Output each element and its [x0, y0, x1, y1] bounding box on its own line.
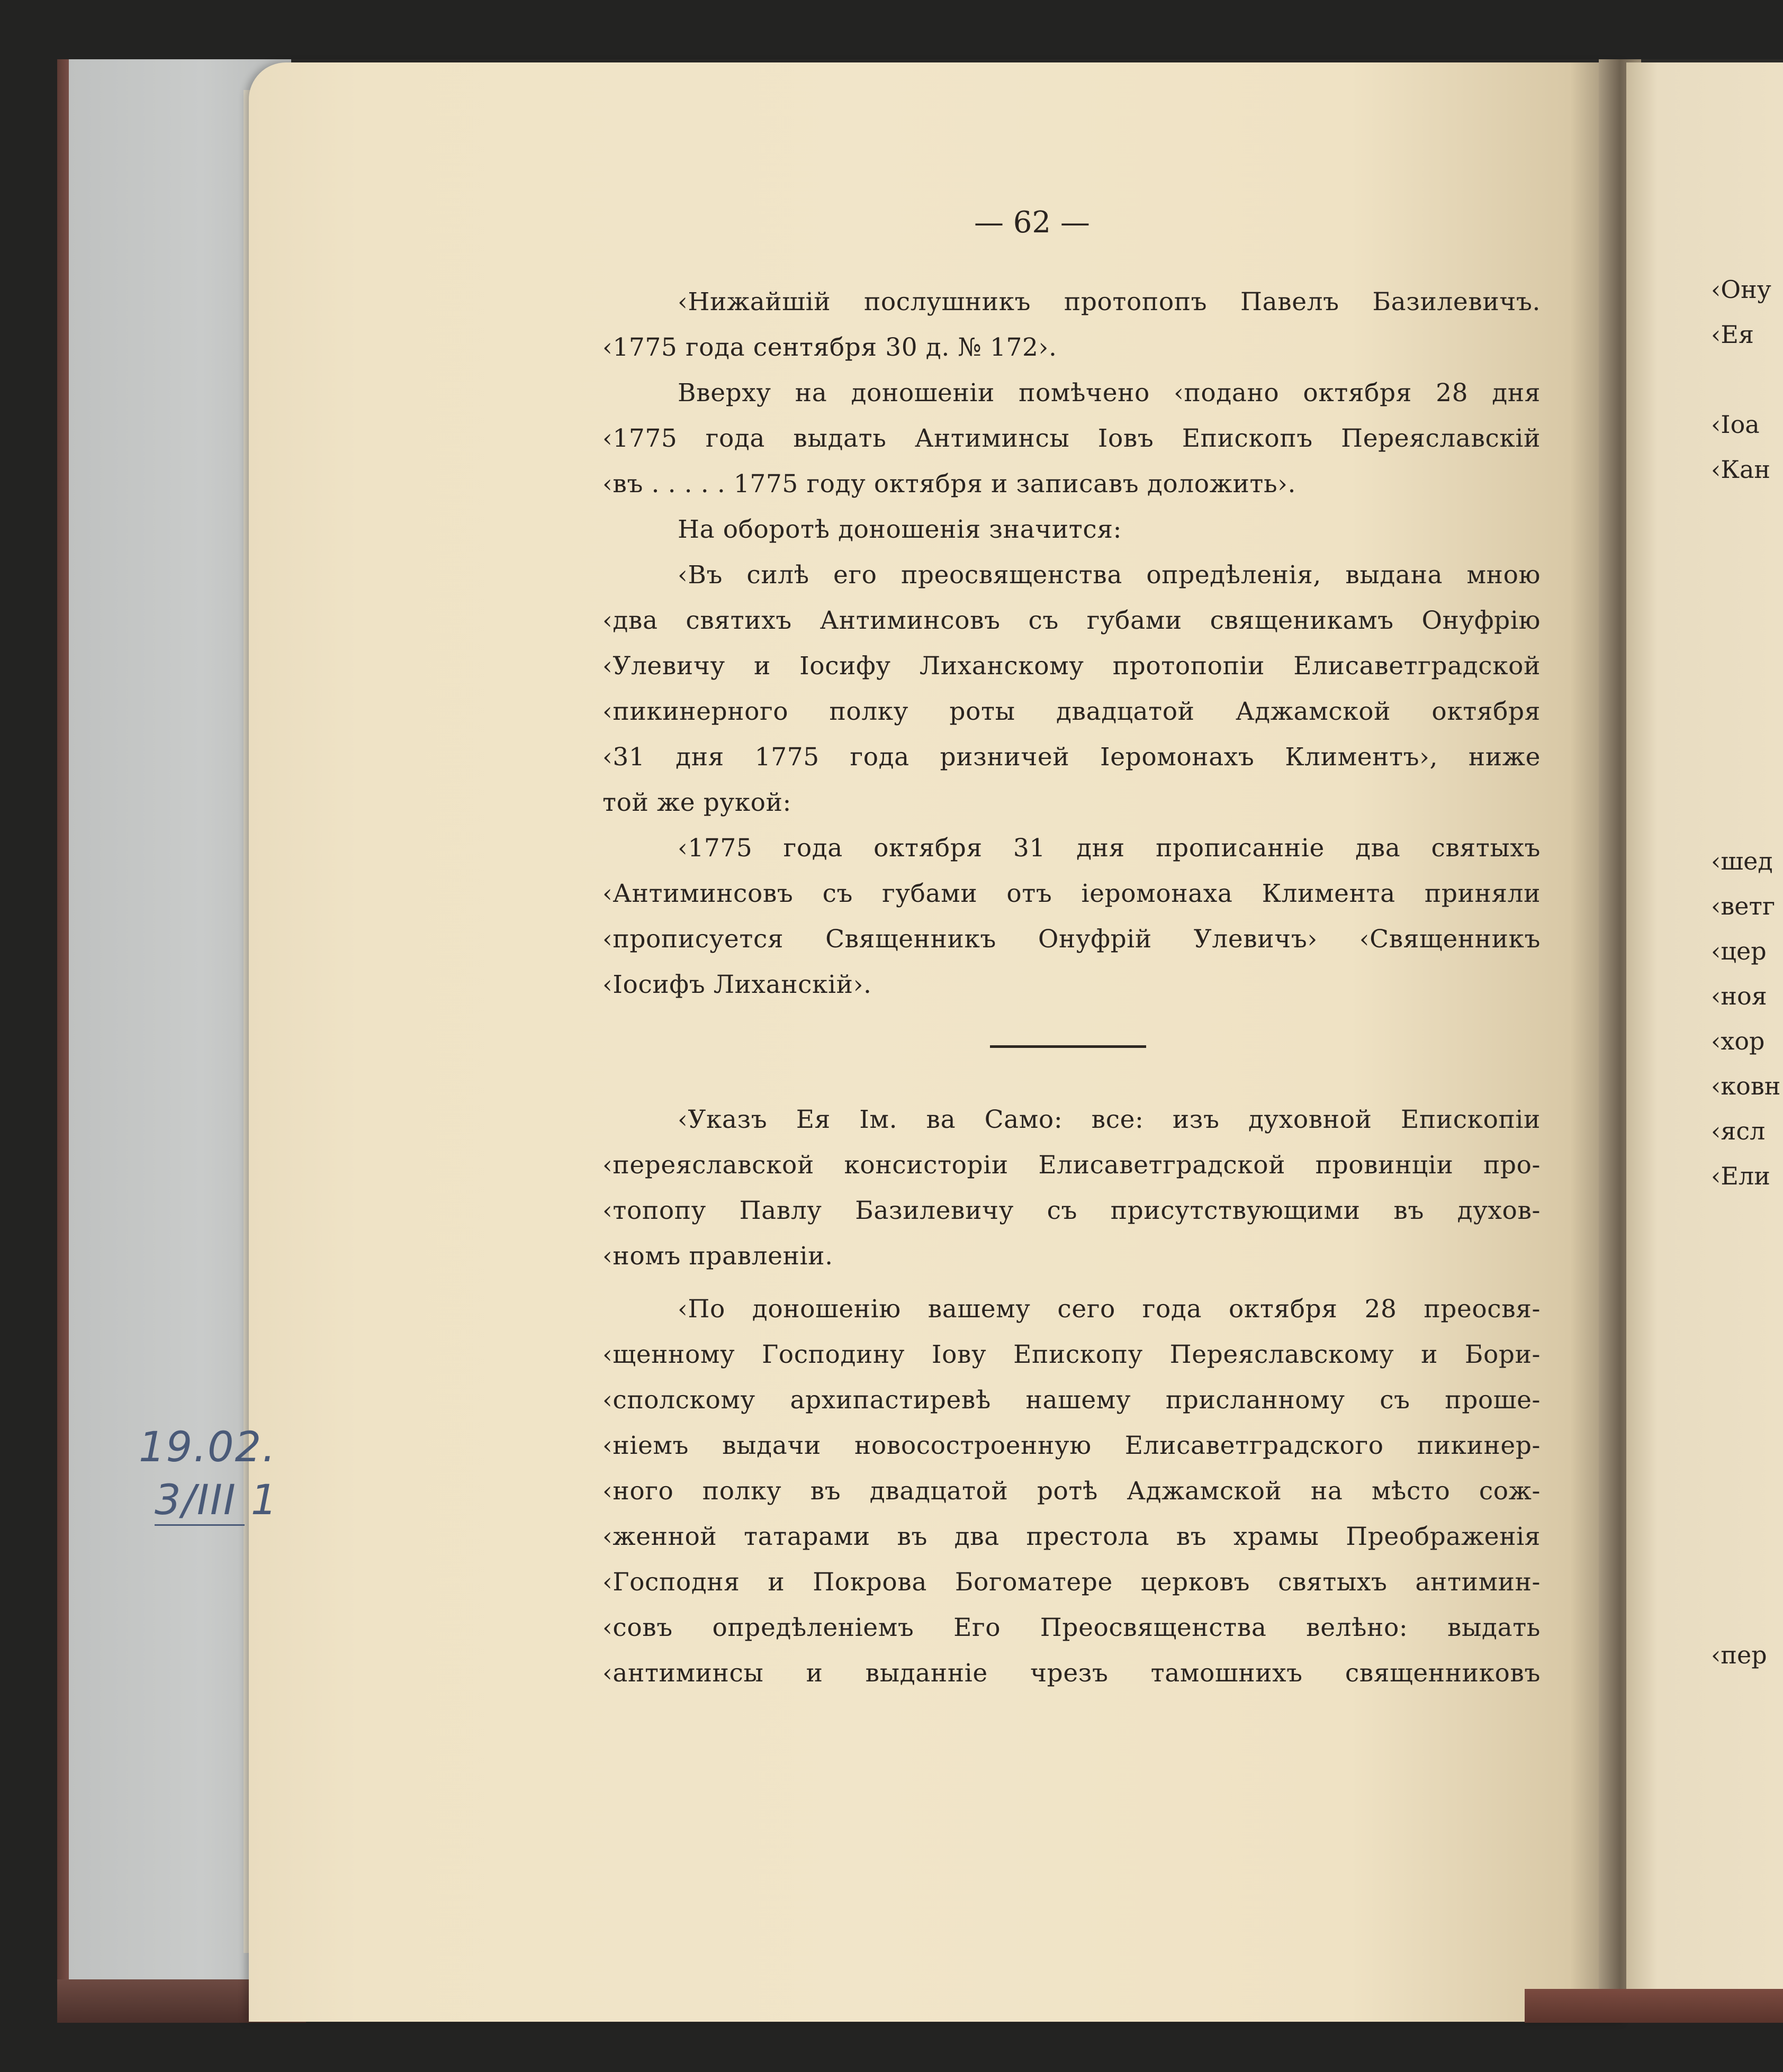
text-line: ‹31 дня 1775 года ризничей Іеромонахъ Климентъ›, ниже [602, 743, 1541, 772]
text-line: ‹номъ правленіи. [602, 1242, 833, 1271]
text-line: ‹въ . . . . . 1775 году октября и записавъ доложить›. [602, 469, 1296, 499]
facing-fragment: ‹хор [1711, 1027, 1765, 1055]
text-line: ‹ніемъ выдачи новосостроенную Елисаветградского пикинер- [602, 1431, 1541, 1460]
section-divider [990, 1045, 1146, 1048]
text-line: ‹1775 года октября 31 дня прописанніе два святыхъ [678, 834, 1541, 863]
pencil-note-date: 19.02. [139, 1424, 277, 1471]
paragraph-reverse-side [602, 507, 1541, 553]
facing-cover-bottom [1525, 1989, 1783, 2023]
text-line: ‹Антиминсовъ съ губами отъ іеромонаха Климента приняли [602, 879, 1541, 908]
text-line: ‹Улевичу и Іосифу Лиханскому протопопіи Елисаветградской [602, 652, 1541, 681]
text-line: ‹пикинерного полку роты двадцатой Аджамской октября [602, 697, 1541, 726]
text-line: ‹антиминсы и выданніе чрезъ тамошнихъ священниковъ [602, 1659, 1541, 1688]
text-line: ‹два святихъ Антиминсовъ съ губами священикамъ Онуфрію [602, 606, 1541, 635]
facing-fragment: ‹Кан [1711, 455, 1771, 484]
text-line: ‹Въ силѣ его преосвященства опредѣленія, выдана мною [678, 560, 1541, 590]
pencil-note-shelfmark: 3/III 1 [155, 1477, 278, 1524]
text-line: На оборотѣ доношенія значится: [678, 515, 1122, 544]
facing-fragment: ‹цер [1711, 937, 1767, 965]
text-line: ‹Господня и Покрова Богоматере церковъ святыхъ антимин- [602, 1568, 1541, 1597]
text-line: ‹Іосифъ Лиханскій›. [602, 970, 872, 999]
facing-fragment: ‹Ели [1711, 1162, 1770, 1190]
pencil-note-underline [155, 1524, 245, 1526]
text-line: ‹щенному Господину Іову Епископу Переяславскому и Бори- [602, 1340, 1541, 1369]
text-line: ‹топопу Павлу Базилевичу съ присутствующими въ духов- [602, 1196, 1541, 1225]
text-line: ‹1775 года сентября 30 д. № 172›. [602, 333, 1057, 362]
text-line: той же рукой: [602, 788, 791, 817]
paragraph-quote-1 [602, 553, 1541, 826]
facing-fragment: ‹Іоа [1711, 410, 1760, 439]
paragraph-signature [602, 279, 1541, 370]
facing-fragment: ‹ветг [1711, 892, 1776, 920]
cover-edge [57, 59, 70, 2023]
text-block-bottom [602, 1097, 1541, 1696]
text-block-top [602, 279, 1541, 1008]
text-line: ‹По доношенію вашему сего года октября 28 преосвя- [678, 1295, 1541, 1324]
text-line: Вверху на доношеніи помѣчено ‹подано октября 28 дня [678, 378, 1541, 408]
text-line: ‹1775 года выдать Антиминсы Іовъ Епископъ Переяславскій [602, 424, 1541, 453]
text-line: ‹Нижайшій послушникъ протопопъ Павелъ Базилевичъ. [678, 287, 1541, 316]
facing-fragment: ‹Ея [1711, 320, 1754, 349]
facing-fragment: ‹ковн [1711, 1072, 1781, 1100]
text-line: ‹переяславской консисторіи Елисаветградской провинціи про- [602, 1151, 1541, 1180]
paragraph-decree-header [602, 1097, 1541, 1279]
text-line: ‹женной татарами въ два престола въ храмы Преображенія [602, 1522, 1541, 1551]
facing-fragment: ‹пер [1711, 1641, 1767, 1669]
text-line: ‹Указъ Ея Ім. ва Само: все: изъ духовной Епископіи [678, 1105, 1541, 1134]
page-number: — 62 — [974, 205, 1090, 240]
text-line: ‹совъ опредѣленіемъ Его Преосвященства велѣно: выдать [602, 1613, 1541, 1642]
facing-fragment: ‹шед [1711, 847, 1773, 875]
facing-fragment: ‹ясл [1711, 1117, 1766, 1145]
text-line: ‹прописуется Священникъ Онуфрій Улевичъ› ‹Священникъ [602, 925, 1541, 954]
facing-page [1626, 62, 1783, 1989]
text-line: ‹ного полку въ двадцатой ротѣ Аджамской на мѣсто сож- [602, 1477, 1541, 1506]
paragraph-decree-body [602, 1287, 1541, 1696]
paragraph-note [602, 370, 1541, 507]
text-line: ‹сполскому архипастиревѣ нашему присланному съ проше- [602, 1386, 1541, 1415]
facing-fragment: ‹Ону [1711, 275, 1771, 304]
paragraph-quote-2 [602, 826, 1541, 1008]
facing-fragment: ‹ноя [1711, 982, 1767, 1010]
